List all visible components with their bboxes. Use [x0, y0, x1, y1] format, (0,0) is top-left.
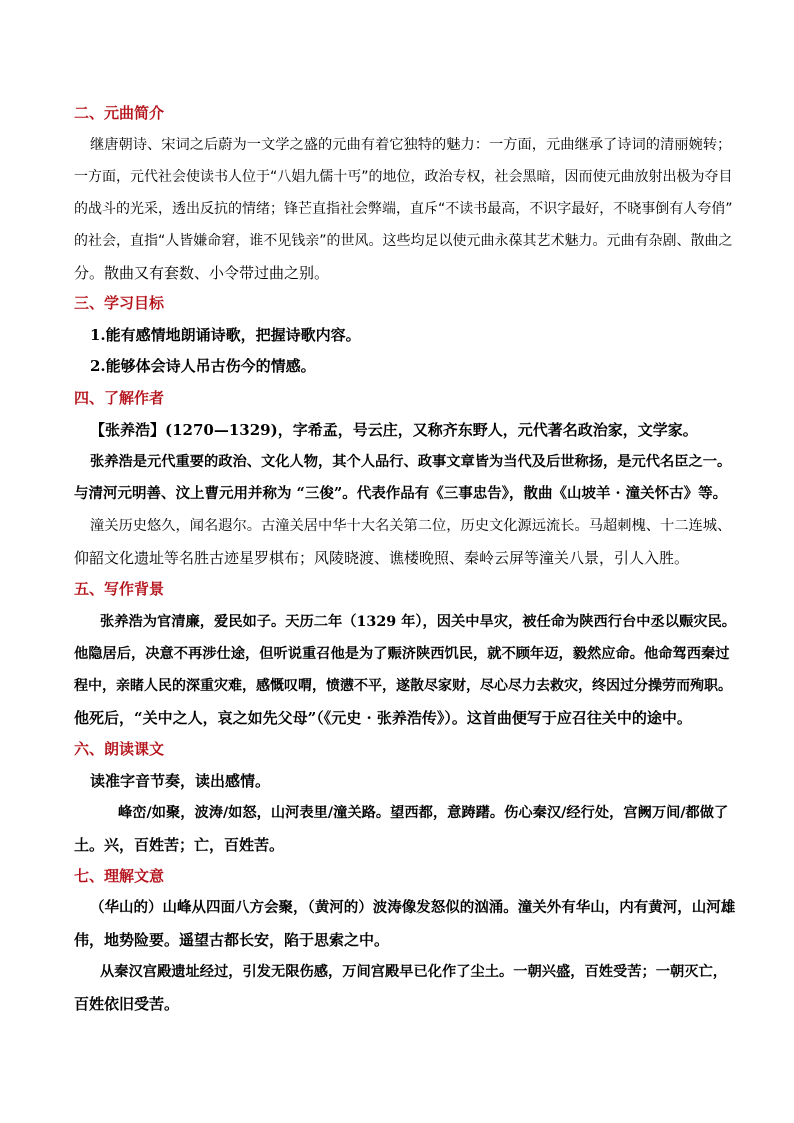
paragraph-line: 从秦汉宫殿遗址经过，引发无限伤感，万间宫殿早已化作了尘土。一朝兴盛，百姓受苦；一朝灭亡，	[100, 964, 728, 980]
section-heading-meaning: 七、理解文意	[74, 867, 165, 885]
paragraph-line: 继唐朝诗、宋词之后蔚为一文学之盛的元曲有着它独特的魅力：一方面，元曲继承了诗词的清丽婉转；	[90, 137, 732, 153]
paragraph-line: 张养浩为官清廉，爱民如子。天历二年（1329 年），因关中旱灾，被任命为陕西行台中丞以赈灾民。	[100, 614, 736, 630]
paragraph-line: 他死后，“关中之人，哀之如先父母”（《元史 · 张养浩传》）。这首曲便写于应召往关中的途中。	[74, 709, 692, 727]
paragraph-line: 读准字音节奏，读出感情。	[90, 772, 271, 790]
paragraph-line: 【张养浩】(1270—1329)，字希孟，号云庄，又称齐东野人，元代著名政治家，文学家。	[90, 421, 698, 439]
section-heading-learning-goals: 三、学习目标	[74, 294, 165, 312]
paragraph-line: 伟，地势险要。遥望古都长安，陷于思索之中。	[74, 931, 390, 949]
goal-item: 2.能够体会诗人吊古伤今的情感。	[90, 357, 316, 375]
goal-item: 1.能有感情地朗诵诗歌，把握诗歌内容。	[90, 326, 361, 344]
paragraph-line: 潼关历史悠久，闻名遐尔。古潼关居中华十大名关第二位，历史文化源远流长。马超刺槐、十二连城、	[90, 518, 732, 534]
paragraph-line: 的社会，直指“人皆嫌命窘，谁不见钱亲”的世风。这些均足以使元曲永葆其艺术魅力。元曲有杂剧、散曲之	[74, 233, 733, 249]
paragraph-line: 的战斗的光采，透出反抗的情绪；锋芒直指社会弊端，直斥“不读书最高，不识字最好，不晓事倒有人夸俏”	[74, 201, 733, 217]
poem-line: 土。兴，百姓苦；亡，百姓苦。	[74, 836, 285, 854]
paragraph-line: 程中，亲睹人民的深重灾难，感慨叹喟，愤懑不平，遂散尽家财，尽心尽力去救灾，终因过分操劳而殉职。	[74, 678, 732, 694]
section-heading-reading: 六、朗读课文	[74, 740, 165, 758]
section-heading-yuanqu-intro: 二、元曲简介	[74, 104, 165, 122]
paragraph-line: （华山的）山峰从四面八方会聚，（黄河的）波涛像发怒似的汹涌。潼关外有华山，内有黄河，山河雄	[90, 899, 736, 916]
paragraph-line: 与清河元明善、汶上曹元用并称为 “三俊”。代表作品有《三事忠告》，散曲《山坡羊 · 潼关怀古》等。	[74, 485, 728, 502]
paragraph-line: 张养浩是元代重要的政治、文化人物，其个人品行、政事文章皆为当代及后世称扬，是元代名臣之一。	[90, 454, 732, 470]
section-heading-about-author: 四、了解作者	[74, 389, 165, 407]
section-heading-background: 五、写作背景	[74, 580, 165, 598]
paragraph-line: 他隐居后，决意不再涉仕途，但听说重召他是为了赈济陕西饥民，就不顾年迈，毅然应命。他命驾西秦过	[74, 646, 730, 662]
paragraph-line: 分。散曲又有套数、小令带过曲之别。	[74, 264, 330, 282]
paragraph-line: 仰韶文化遗址等名胜古迹星罗棋布；风陵晓渡、谯楼晚照、秦岭云屏等潼关八景，引人入胜。	[74, 549, 690, 567]
paragraph-line: 一方面，元代社会使读书人位于“八娼九儒十丐”的地位，政治专权，社会黑暗，因而使元曲放射出极为夺目	[74, 169, 733, 185]
poem-line: 峰峦/如聚，波涛/如怒，山河表里/潼关路。望西都，意踌躇。伤心秦汉/经行处，宫阙万间/都做了	[118, 805, 729, 821]
paragraph-line: 百姓依旧受苦。	[74, 995, 180, 1013]
